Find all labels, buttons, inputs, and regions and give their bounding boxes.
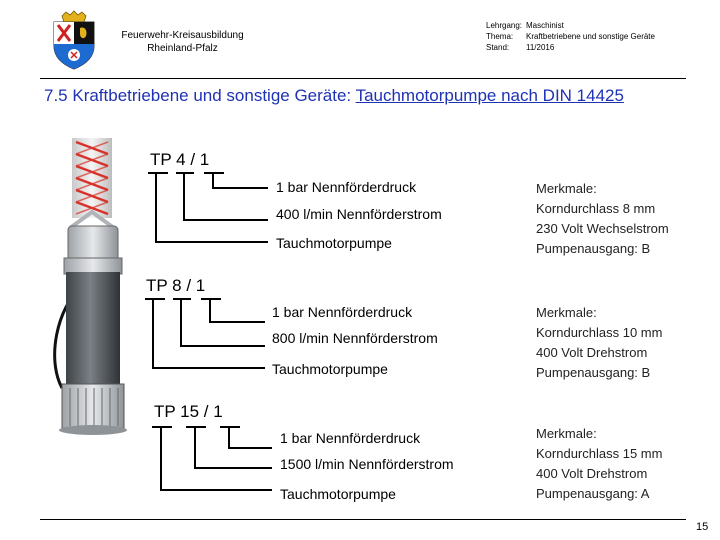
- pump-code-tp15: TP 15 / 1: [154, 402, 223, 421]
- feature-line: Korndurchlass 15 mm: [536, 446, 663, 461]
- meta-key: Stand:: [486, 43, 510, 52]
- page-number: 15: [696, 521, 709, 533]
- header-divider: [40, 78, 686, 79]
- feature-line: Merkmale:: [536, 426, 597, 441]
- feature-line: Pumpenausgang: B: [536, 241, 651, 256]
- pump-label: 1500 l/min Nennförderstrom: [280, 456, 454, 472]
- meta-value: Maschinist: [526, 21, 564, 30]
- pump-label: Tauchmotorpumpe: [280, 486, 396, 502]
- meta-value: 11/2016: [526, 43, 555, 52]
- feature-line: Korndurchlass 8 mm: [536, 201, 656, 216]
- org-name-line1: Feuerwehr-Kreisausbildung: [121, 30, 244, 41]
- pump-features: [536, 179, 669, 259]
- footer-divider: [40, 519, 686, 520]
- feature-line: 230 Volt Wechselstrom: [536, 221, 669, 236]
- pump-label: Tauchmotorpumpe: [272, 361, 388, 377]
- page-title: [44, 86, 684, 106]
- course-meta: [486, 20, 655, 53]
- pump-label: 800 l/min Nennförderstrom: [272, 330, 438, 346]
- pump-code-tp8: TP 8 / 1: [146, 276, 206, 295]
- pump-label: 400 l/min Nennförderstrom: [276, 206, 442, 222]
- pump-code-tp4: TP 4 / 1: [150, 150, 210, 169]
- feature-line: Korndurchlass 10 mm: [536, 325, 663, 340]
- pump-label: 1 bar Nennförderdruck: [280, 430, 421, 446]
- feature-line: 400 Volt Drehstrom: [536, 345, 648, 360]
- feature-line: Merkmale:: [536, 181, 597, 196]
- pump-label: Tauchmotorpumpe: [276, 235, 392, 251]
- pump-label: 1 bar Nennförderdruck: [276, 179, 417, 195]
- title-prefix: 7.5 Kraftbetriebene und sonstige Geräte:: [44, 86, 356, 105]
- submersible-pump-image: [38, 138, 158, 438]
- org-name-line2: Rheinland-Pfalz: [147, 43, 218, 54]
- meta-key: Lehrgang:: [486, 21, 523, 30]
- feature-line: Pumpenausgang: A: [536, 486, 650, 501]
- feature-line: 400 Volt Drehstrom: [536, 466, 648, 481]
- coat-of-arms-logo: [50, 10, 98, 70]
- pump-label: 1 bar Nennförderdruck: [272, 304, 413, 320]
- pump-features: [536, 303, 662, 383]
- meta-value: Kraftbetriebene und sonstige Geräte: [526, 32, 655, 41]
- feature-line: Pumpenausgang: B: [536, 365, 651, 380]
- meta-key: Thema:: [486, 32, 514, 41]
- pump-features: [536, 424, 662, 504]
- feature-line: Merkmale:: [536, 305, 597, 320]
- title-underlined: Tauchmotorpumpe nach DIN 14425: [355, 86, 624, 105]
